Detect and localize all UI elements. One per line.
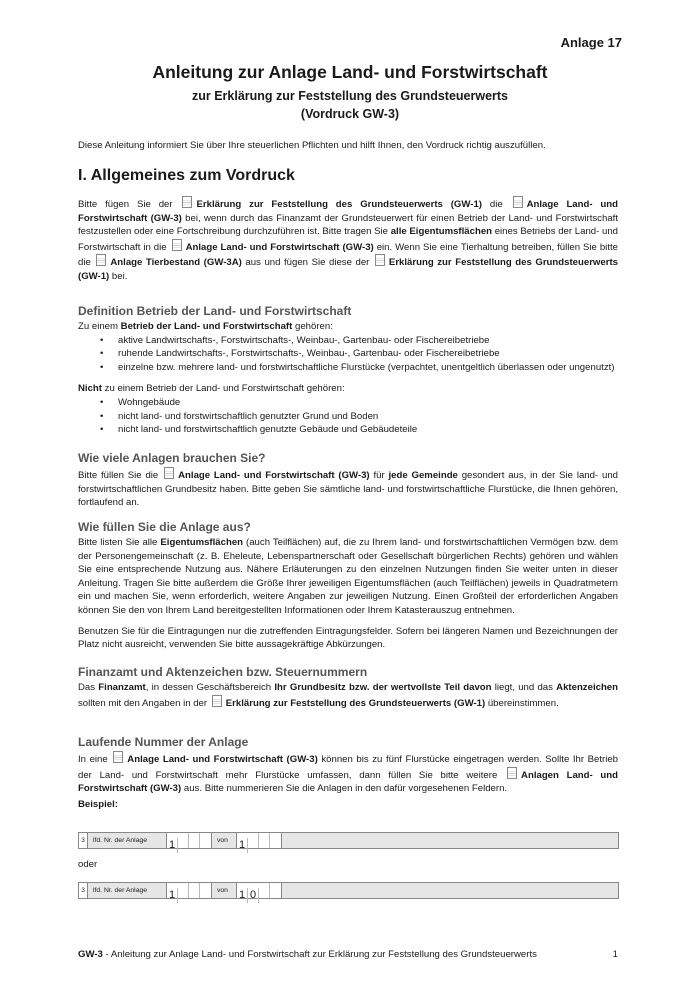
subtitle-line-1: zur Erklärung zur Feststellung des Grundsteuerwerts bbox=[191, 89, 509, 103]
page-footer bbox=[78, 948, 618, 962]
page-title: Anleitung zur Anlage Land- und Forstwirtschaft bbox=[152, 62, 548, 82]
von-field: 1 0 bbox=[236, 883, 282, 898]
page-number: 1 bbox=[612, 949, 618, 960]
document-icon bbox=[513, 196, 523, 208]
list-item: • nicht land- und forstwirtschaftlich genutzter Grund und Boden bbox=[100, 410, 618, 424]
paragraph-laufende: In eine Anlage Land- und Forstwirtschaft (GW-3) können bis zu fünf Flurstücke eingetragen werden. Sollte Ihr Betrieb der Land- und Forstwirtschaft mehr Flurstücke umfassen, dann füllen Sie bitte weitere Anlagen Land- und Forstwirtschaft (GW-3) aus. Bitte nummerieren Sie die Anlagen in den dafür vorgesehenen Feldern. bbox=[78, 751, 618, 796]
paragraph-finanzamt: Das Finanzamt, in dessen Geschäftsbereich Ihr Grundbesitz bzw. der wertvollste Teil davon liegt, und das Aktenzeichen sollten mit den Angaben in der Erklärung zur Feststellung des Grundsteuerwerts (GW-1) übereinstimmen. bbox=[78, 682, 619, 709]
heading-laufende: Laufende Nummer der Anlage bbox=[78, 735, 249, 749]
anlage-label: Anlage 17 bbox=[560, 35, 622, 50]
example-form-row-2 bbox=[78, 882, 619, 899]
paragraph-eintragungen: Benutzen Sie für die Eintragungen nur die zutreffenden Eintragungsfelder. Sofern bei längeren Namen und Bezeichnungen der Platz nicht ausreicht, verwenden Sie bitte aussagekräftige Abkürzungen. bbox=[78, 625, 618, 651]
not-intro: Nicht zu einem Betrieb der Land- und Forstwirtschaft gehören: bbox=[78, 383, 345, 395]
list-item: • Wohngebäude bbox=[100, 396, 618, 410]
von-field: 1 bbox=[236, 833, 282, 848]
list-item: • nicht land- und forstwirtschaftlich genutzte Gebäude und Gebäudeteile bbox=[100, 423, 618, 437]
list-item: • ruhende Landwirtschafts-, Forstwirtschafts-, Weinbau-, Gartenbau- oder Fischereibetriebe bbox=[100, 347, 618, 361]
oder-label: oder bbox=[78, 859, 98, 870]
document-icon bbox=[164, 467, 174, 479]
section-heading-allgemeines: I. Allgemeines zum Vordruck bbox=[78, 167, 295, 184]
section-finanzamt bbox=[78, 664, 618, 710]
section-ausfuellen bbox=[78, 519, 618, 652]
subtitle-line-2: (Vordruck GW-3) bbox=[300, 107, 400, 122]
page-subtitle bbox=[60, 87, 640, 123]
document-icon bbox=[507, 767, 517, 779]
beispiel-label: Beispiel: bbox=[78, 798, 118, 810]
document-icon bbox=[96, 254, 106, 266]
definition-intro: Zu einem Betrieb der Land- und Forstwirtschaft gehören: bbox=[78, 321, 333, 333]
paragraph-ausfuellen: Bitte listen Sie alle Eigentumsflächen (auch Teilflächen) auf, die zu Ihrem land- und forstwirtschaftlichen Vermögen bzw. dem der Personengemeinschaft (z. B. Eheleute, Lebenspartnerschaft oder Gesellschaft bürgerlichen Rechts) gehören und wählen Sie eine entsprechende Nutzung aus. Nähere Erläuterungen zu den einzelnen Nutzungen finden Sie weiter unten in dieser Anleitung. Tragen Sie bitte außerdem die Größe Ihrer jeweiligen Eigentumsflächen (auch Teilflächen) jeweils in Quadratmetern ein und machen Sie, wenn erforderlich, weitere Angaben zur jeweiligen Nutzung. Einen Großteil der erforderlichen Angaben können Sie den von Ihrem Land bereitgestellten Informationen oder Ihrem Katasterauszug entnehmen. bbox=[78, 537, 618, 617]
paragraph-allgemeines: Bitte fügen Sie der Erklärung zur Feststellung des Grundsteuerwerts (GW-1) die Anlage Land- und Forstwirtschaft (GW-3) bei, wenn durch das Finanzamt der Grundsteuerwert für einen Betrieb der Land- und Forstwirtschaft festzustellen oder eine Fortschreibung durchzuführen ist. Bitte tragen Sie alle Eigentumsflächen eines Betriebs der Land- und Forstwirtschaft in die Anlage Land- und Forstwirtschaft (GW-3) ein. Wenn Sie eine Tierhaltung betreiben, füllen Sie bitte die Anlage Tierbestand (GW-3A) aus und fügen Sie diese der Erklärung zur Feststellung des Grundsteuerwerts (GW-1) bei. bbox=[78, 196, 618, 284]
nr-field: 1 bbox=[166, 883, 212, 898]
list-item: • aktive Landwirtschafts-, Forstwirtschafts-, Weinbau-, Gartenbau- oder Fischereibetriebe bbox=[100, 334, 618, 348]
example-form-row-1 bbox=[78, 832, 619, 849]
document-icon bbox=[113, 751, 123, 763]
document-icon bbox=[212, 695, 222, 707]
heading-ausfuellen: Wie füllen Sie die Anlage aus? bbox=[78, 520, 251, 534]
section-laufende bbox=[78, 734, 618, 811]
heading-definition: Definition Betrieb der Land- und Forstwirtschaft bbox=[78, 304, 352, 318]
not-list bbox=[78, 396, 618, 437]
section-definition bbox=[78, 303, 618, 437]
section-wieviele bbox=[78, 450, 618, 510]
document-icon bbox=[375, 254, 385, 266]
document-icon bbox=[182, 196, 192, 208]
intro-text: Diese Anleitung informiert Sie über Ihre steuerlichen Pflichten und hilft Ihnen, den Vordruck richtig auszufüllen. bbox=[78, 140, 546, 151]
row-number: 3 bbox=[79, 833, 88, 848]
heading-wieviele: Wie viele Anlagen brauchen Sie? bbox=[78, 451, 266, 465]
von-label: von bbox=[217, 887, 228, 894]
nr-label: lfd. Nr. der Anlage bbox=[93, 837, 148, 844]
footer-text: - Anleitung zur Anlage Land- und Forstwirtschaft zur Erklärung zur Feststellung des Grundsteuerwerts bbox=[102, 949, 537, 960]
von-label: von bbox=[217, 837, 228, 844]
document-icon bbox=[172, 239, 182, 251]
definition-list bbox=[78, 334, 618, 375]
heading-finanzamt: Finanzamt und Aktenzeichen bzw. Steuernummern bbox=[78, 665, 368, 679]
nr-field: 1 bbox=[166, 833, 212, 848]
footer-code: GW-3 bbox=[78, 949, 103, 960]
nr-label: lfd. Nr. der Anlage bbox=[93, 887, 148, 894]
paragraph-wieviele: Bitte füllen Sie die Anlage Land- und Forstwirtschaft (GW-3) für jede Gemeinde gesondert aus, in der Sie land- und forstwirtschaftlichen Grundbesitz haben. Bitte geben Sie sämtliche land- und forstwirtschaftliche Flurstücke, die Ihnen gehören, fortlaufend an. bbox=[78, 467, 618, 510]
list-item: • einzelne bzw. mehrere land- und forstwirtschaftliche Flurstücke (verpachtet, unentgeltlich überlassen oder ungenutzt) bbox=[100, 361, 618, 375]
row-number: 3 bbox=[79, 883, 88, 898]
